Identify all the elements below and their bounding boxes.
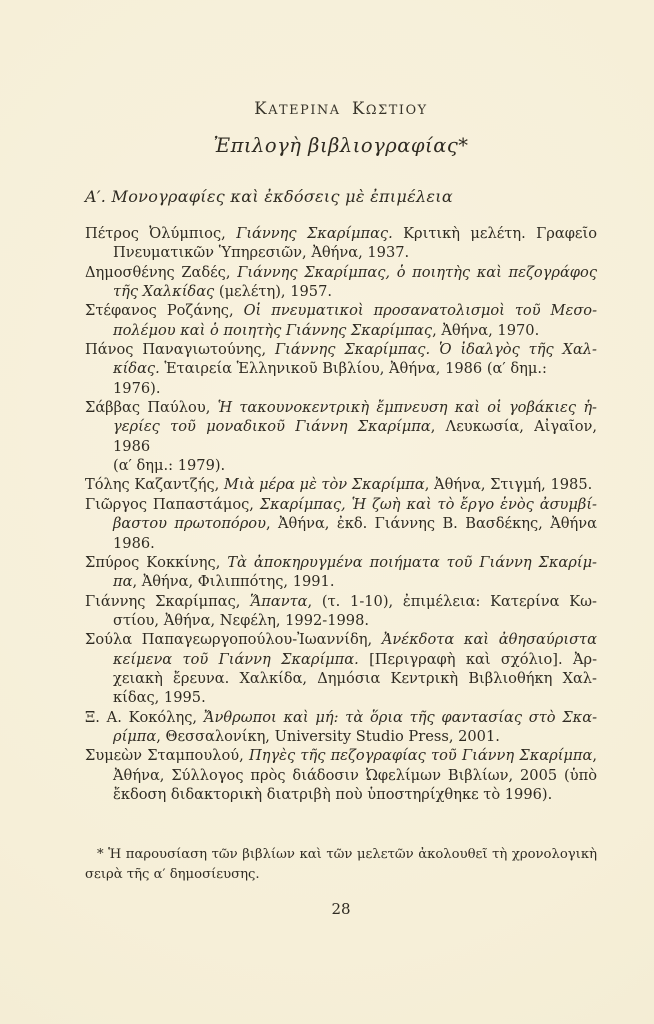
bibliography-line bbox=[85, 224, 597, 243]
bibliography-line bbox=[85, 495, 597, 514]
section-heading: Α′. Μονογραφίες καὶ ἐκδόσεις μὲ ἐπιμέλεια bbox=[85, 187, 453, 206]
entry-text: , Ἀθήνα, 1970. bbox=[432, 321, 540, 339]
work-title-text: ρίμπα bbox=[113, 727, 157, 745]
bibliography-entry bbox=[85, 553, 597, 592]
entry-text: , bbox=[592, 747, 598, 765]
work-title-text: Ἅπαντα bbox=[250, 592, 308, 610]
bibliography-entry bbox=[85, 630, 597, 707]
bibliography-line bbox=[85, 534, 597, 553]
entry-text: Πάνος Παναγιωτούνης, bbox=[85, 341, 276, 359]
bibliography-line bbox=[85, 688, 597, 707]
entry-text: , Ἀθήνα, ἐκδ. Γιάννης Β. Βασδέκης, Ἀθήνα bbox=[265, 515, 597, 533]
bibliography-line bbox=[85, 785, 597, 804]
work-title-text: Σκαρίμπας, Ἡ ζωὴ καὶ τὸ ἔργο ἑνὸς ἀσυμβί- bbox=[259, 495, 597, 513]
footnote bbox=[85, 845, 597, 884]
work-title-text: τῆς Χαλκίδας bbox=[113, 283, 215, 301]
bibliography-entry bbox=[85, 708, 597, 747]
bibliography-entry bbox=[85, 224, 597, 263]
entry-text: Τόλης Καζαντζής, bbox=[85, 476, 224, 494]
work-title-text: Γιάννης Σκαρίμπας. Ὁ ἰδαλγὸς τῆς Χαλ- bbox=[275, 341, 597, 359]
bibliography-line bbox=[85, 456, 597, 475]
entry-text: , Λευκωσία, Αἰγαῖον, 1986 bbox=[113, 418, 597, 455]
bibliography-line bbox=[85, 727, 597, 746]
bibliography-line bbox=[85, 592, 597, 611]
bibliography-entry bbox=[85, 592, 597, 631]
bibliography-line bbox=[85, 417, 597, 456]
work-title-text: βαστου πρωτοπόρου bbox=[113, 515, 266, 533]
entry-text: Ξ. Α. Κοκόλης, bbox=[85, 708, 204, 726]
bibliography-entry bbox=[85, 475, 597, 494]
bibliography-entry bbox=[85, 746, 597, 804]
entry-text: Κριτικὴ μελέτη. Γραφεῖο bbox=[392, 225, 597, 242]
entry-text: (α′ δημ.: 1979). bbox=[113, 457, 226, 475]
bibliography-line bbox=[85, 514, 597, 533]
work-title-text: Ἡ τακουνοκεντρικὴ ἔμπνευση καὶ οἱ γοβάκιες ἡ- bbox=[217, 399, 597, 417]
bibliography-line bbox=[85, 321, 597, 340]
bibliography-entry bbox=[85, 263, 597, 302]
entry-text: Γιάννης Σκαρίμπας, bbox=[85, 592, 251, 610]
bibliography-line bbox=[85, 650, 597, 669]
work-title-text: Γιάννης Σκαρίμπας. bbox=[236, 225, 393, 242]
entry-text: Στέφανος Ροζάνης, bbox=[85, 302, 244, 320]
work-title-text: Οἱ πνευματικοὶ προσανατολισμοὶ τοῦ Μεσο- bbox=[243, 302, 597, 320]
bibliography-line bbox=[85, 572, 597, 591]
entry-text: (μελέτη), 1957. bbox=[214, 283, 332, 301]
work-title-text: Τὰ ἀποκηρυγμένα ποιήματα τοῦ Γιάννη Σκαρίμ- bbox=[227, 553, 597, 571]
entry-text: Πνευματικῶν Ὑπηρεσιῶν, Ἀθήνα, 1937. bbox=[113, 244, 410, 262]
entry-text: στίου, Ἀθήνα, Νεφέλη, 1992-1998. bbox=[113, 611, 369, 629]
entry-text: Σπύρος Κοκκίνης, bbox=[85, 553, 228, 571]
entry-text: , Θεσσαλονίκη, University Studio Press, 2001. bbox=[156, 727, 500, 745]
author-word: ΚΩΣΤΙΟΥ bbox=[351, 99, 428, 118]
work-title-text: Γιάννης Σκαρίμπας, ὁ ποιητὴς καὶ πεζογράφος bbox=[237, 263, 597, 281]
work-title-text: πα bbox=[113, 573, 133, 591]
entry-text: χειακὴ ἔρευνα. Χαλκίδα, Δημόσια Κεντρικὴ Βιβλιοθήκη Χαλ- bbox=[113, 669, 597, 687]
bibliography-line bbox=[85, 243, 597, 262]
bibliography-entry bbox=[85, 398, 597, 475]
work-title-text: κίδας. bbox=[113, 360, 160, 378]
entry-text: [Περιγραφὴ καὶ σχόλιο]. Ἀρ- bbox=[358, 650, 597, 668]
work-title-text: Ἀνέκδοτα καὶ ἀθησαύριστα bbox=[381, 631, 597, 649]
entry-text: ἔκδοση διδακτορικὴ διατριβὴ ποὺ ὑποστηρίχθηκε τὸ 1996). bbox=[113, 785, 553, 803]
footnote-line: σειρὰ τῆς α′ δημοσίευσης. bbox=[85, 866, 260, 882]
entry-text: κίδας, 1995. bbox=[113, 689, 206, 707]
author-word: ΚΑΤΕΡΙΝΑ bbox=[254, 99, 341, 118]
work-title-text: Ἄνθρωποι καὶ μή: τὰ ὅρια τῆς φαντασίας στὸ Σκα- bbox=[203, 708, 598, 726]
entry-text: Σούλα Παπαγεωργοπούλου-Ἰωαννίδη, bbox=[85, 631, 382, 649]
bibliography-line bbox=[85, 630, 597, 649]
page-number: 28 bbox=[331, 900, 351, 918]
work-title-text: Μιὰ μέρα μὲ τὸν Σκαρίμπα bbox=[223, 476, 425, 494]
bibliography-entry bbox=[85, 301, 597, 340]
bibliography-line bbox=[85, 475, 597, 494]
bibliography-line bbox=[85, 282, 597, 301]
bibliography-entry bbox=[85, 340, 597, 398]
entry-text: Σάββας Παύλου, bbox=[85, 399, 218, 417]
entry-text: Δημοσθένης Ζαδές, bbox=[85, 263, 238, 281]
entry-text: Συμεὼν Σταμπουλού, bbox=[85, 747, 249, 765]
page-author bbox=[85, 99, 597, 118]
bibliography-line bbox=[85, 766, 597, 785]
bibliography-line bbox=[85, 746, 597, 765]
entry-text: Γιῶργος Παπαστάμος, bbox=[85, 495, 260, 513]
bibliography-line bbox=[85, 553, 597, 572]
page-title: Ἐπιλογὴ βιβλιογραφίας* bbox=[213, 134, 469, 157]
work-title-text: κείμενα τοῦ Γιάννη Σκαρίμπα. bbox=[113, 650, 359, 668]
work-title-text: Πηγὲς τῆς πεζογραφίας τοῦ Γιάννη Σκαρίμπα bbox=[248, 747, 593, 765]
work-title-text: πολέμου καὶ ὁ ποιητὴς Γιάννης Σκαρίμπας bbox=[113, 321, 433, 339]
bibliography-line bbox=[85, 263, 597, 282]
entry-text: , Ἀθήνα, Φιλιππότης, 1991. bbox=[132, 573, 335, 591]
bibliography-entry bbox=[85, 495, 597, 553]
bibliography-line bbox=[85, 669, 597, 688]
bibliography-line bbox=[85, 340, 597, 359]
bibliography-line bbox=[85, 301, 597, 320]
footnote-line: * Ἡ παρουσίαση τῶν βιβλίων καὶ τῶν μελετῶν ἀκολουθεῖ τὴ χρονολογικὴ bbox=[97, 847, 597, 862]
entry-text: , (τ. 1-10), ἐπιμέλεια: Κατερίνα Κω- bbox=[307, 592, 597, 610]
bibliography-line bbox=[85, 611, 597, 630]
bibliography-line bbox=[85, 398, 597, 417]
entry-text: , Ἀθήνα, Στιγμή, 1985. bbox=[424, 476, 593, 494]
entry-text: Ἀθήνα, Σύλλογος πρὸς διάδοσιν Ὠφελίμων Βιβλίων, 2005 (ὑπὸ bbox=[113, 766, 597, 784]
entry-text: Πέτρος Ὀλύμπιος, bbox=[85, 225, 237, 242]
bibliography-line bbox=[85, 359, 597, 398]
bibliography-line bbox=[85, 708, 597, 727]
entry-text: 1986. bbox=[113, 534, 155, 552]
entry-text: Ἑταιρεία Ἑλληνικοῦ Βιβλίου, Ἀθήνα, 1986 (α′ δημ.: 1976). bbox=[113, 360, 547, 397]
bibliography-list bbox=[85, 224, 597, 804]
work-title-text: γερίες τοῦ μοναδικοῦ Γιάννη Σκαρίμπα bbox=[113, 418, 431, 436]
